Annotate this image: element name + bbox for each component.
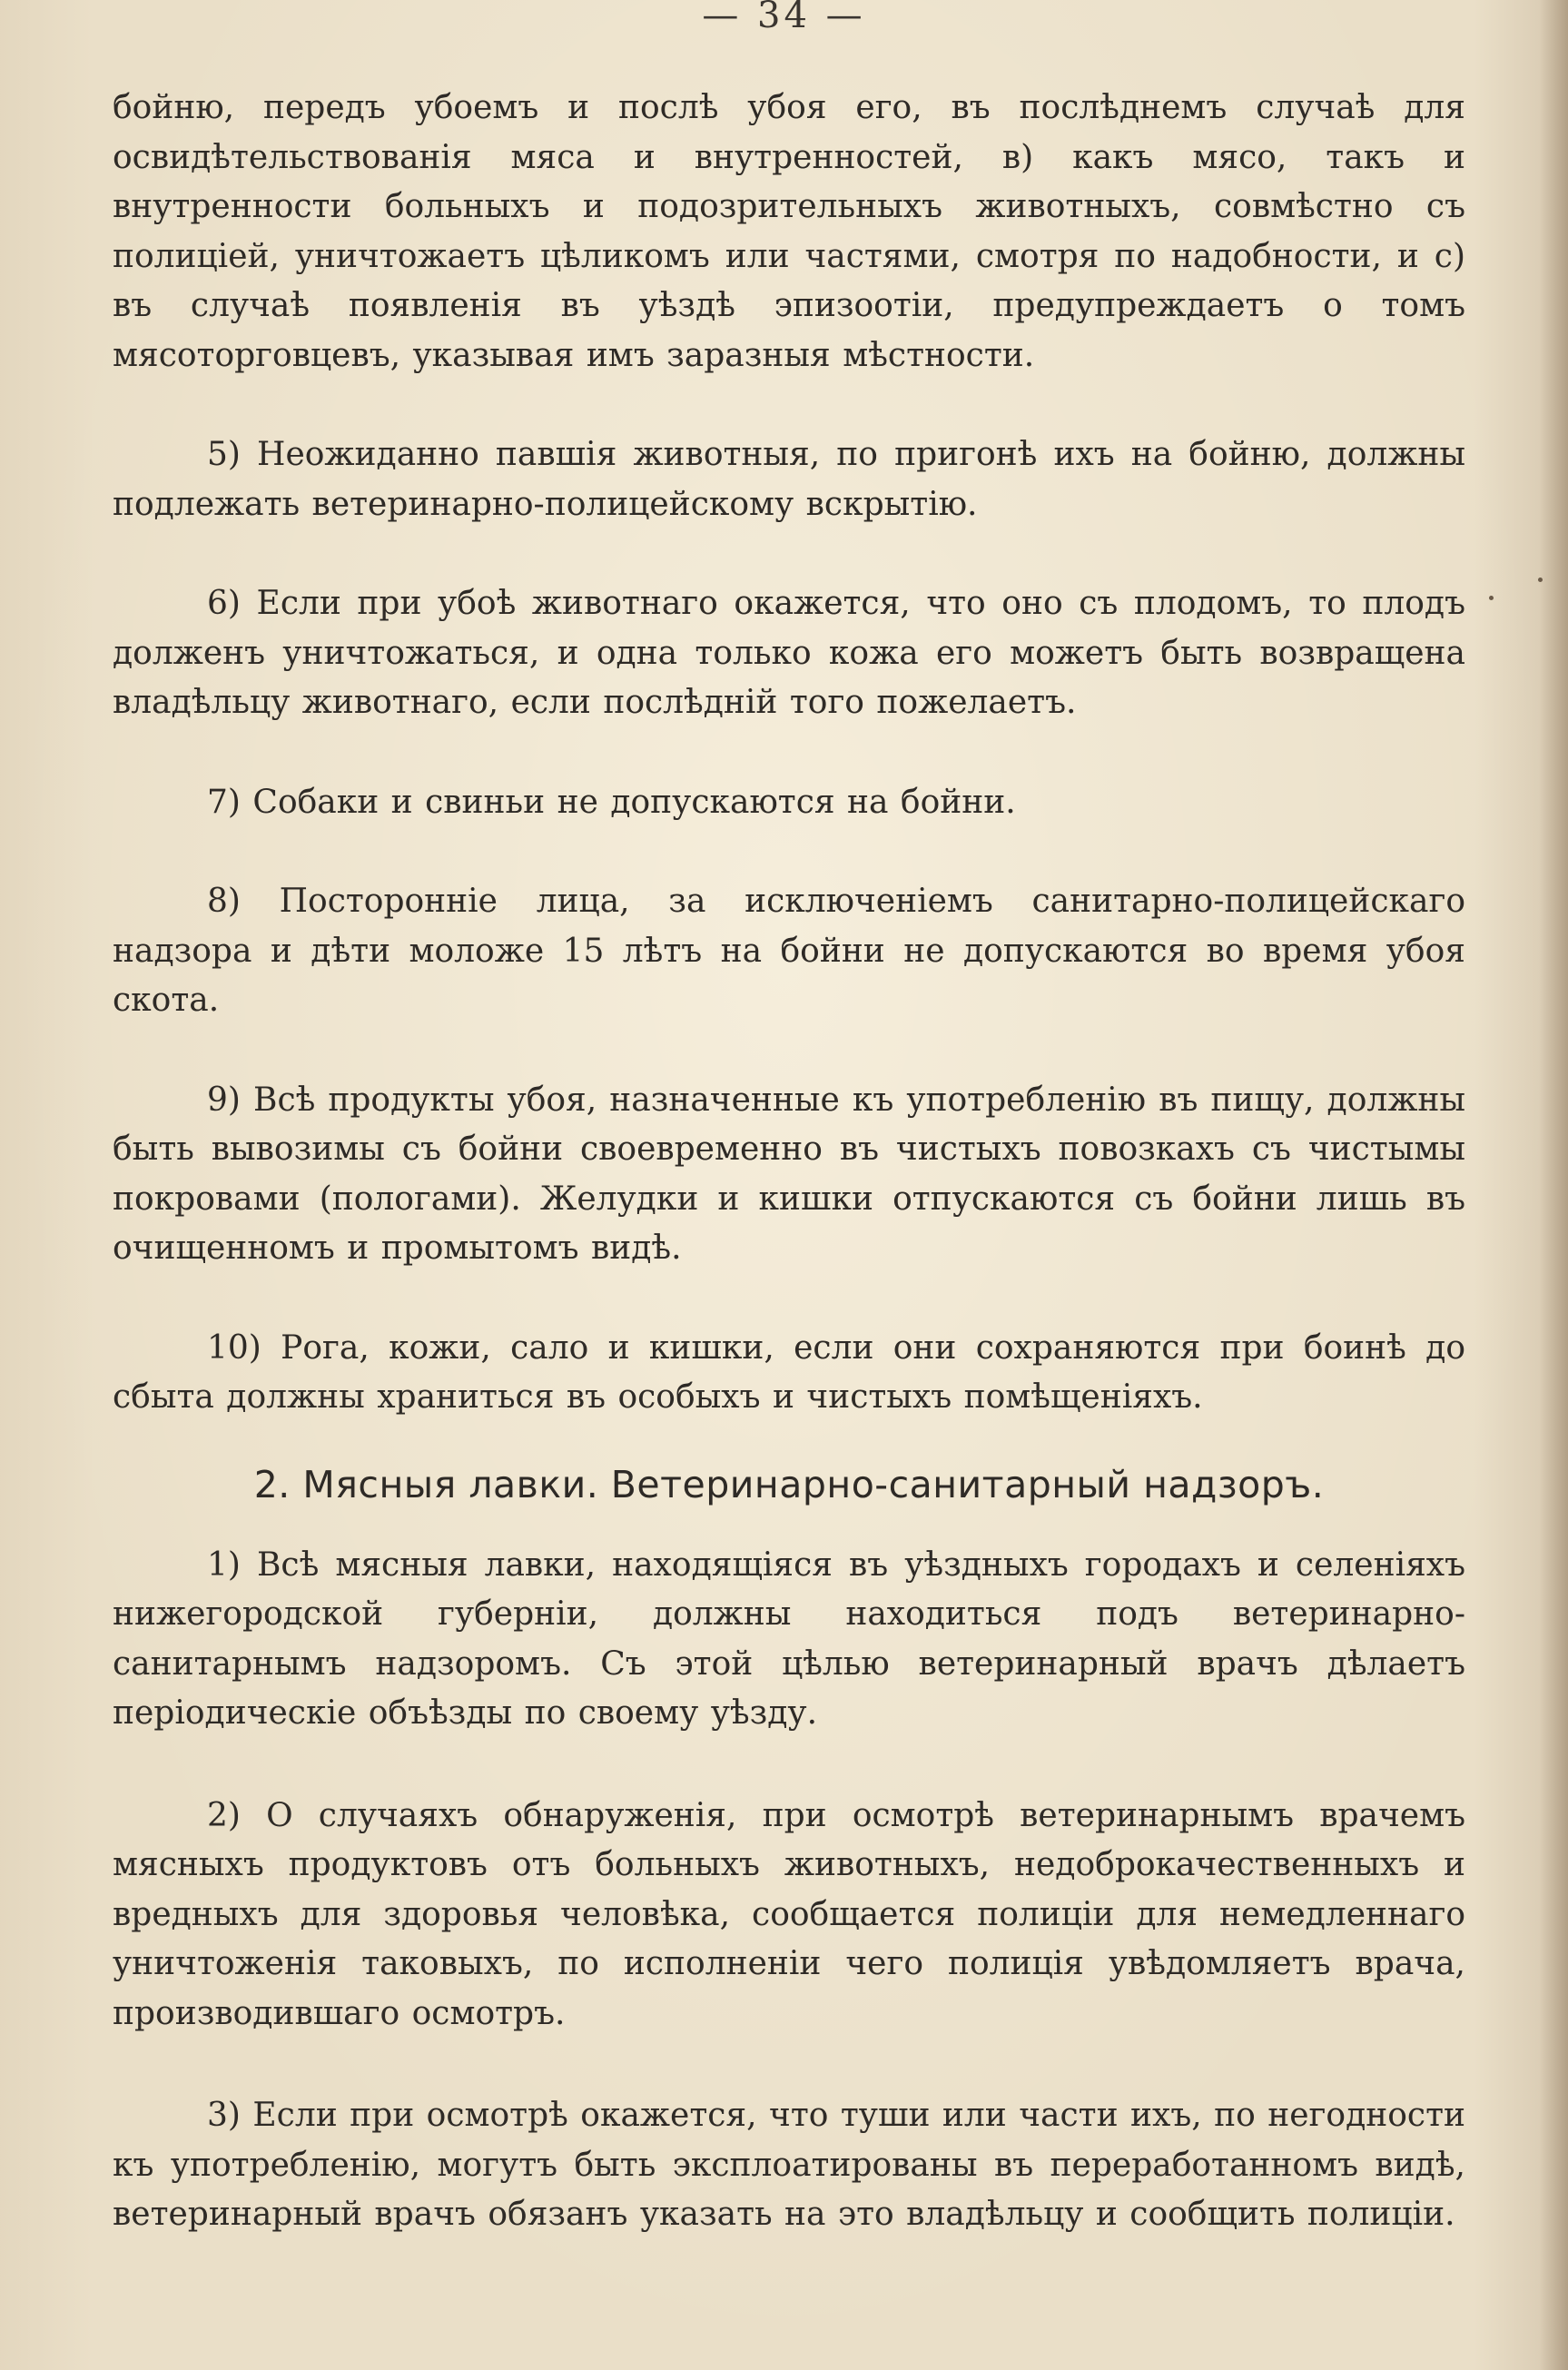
section-heading: 2. Мясныя лавки. Ветеринарно-санитарный надзоръ. (253, 1462, 1325, 1506)
page-number: — 34 — (702, 0, 866, 36)
page-edge-shadow (1539, 0, 1568, 2370)
paragraph-item-7: 7) Собаки и свиньи не допускаются на бойни. (207, 783, 1016, 821)
paragraph-continuation: бойню, передъ убоемъ и послѣ убоя его, въ послѣднемъ случаѣ для освидѣтельствованія мяса и внутренностей, в) какъ мясо, такъ и внутренности больныхъ и подозрительныхъ животныхъ, совмѣстно съ полиціей, уничтожаетъ цѣликомъ или частями, смотря по надобности, и с) въ случаѣ появленія въ уѣздѣ эпизоотіи, предупреждаетъ о томъ мясоторговцевъ, указывая имъ заразныя мѣстности. (113, 89, 1465, 374)
paper-speck (1489, 596, 1494, 600)
paragraph-item-8: 8) Посторонніе лица, за исключеніемъ санитарно-полицейскаго надзора и дѣти моложе 15 лѣтъ на бойни не допускаются во время убоя скота. (113, 883, 1465, 1019)
paragraph-item-9: 9) Всѣ продукты убоя, назначенные къ употребленію въ пищу, должны быть вывозимы съ бойни своевременно въ чистыхъ повозкахъ съ чистымы покровами (пологами). Желудки и кишки отпускаются съ бойни лишь въ очищенномъ и промытомъ видѣ. (113, 1081, 1465, 1267)
paragraph-item-6: 6) Если при убоѣ животнаго окажется, что оно съ плодомъ, то плодъ долженъ уничтожаться, и одна только кожа его можетъ быть возвращена владѣльцу животнаго, если послѣдній того пожелаетъ. (113, 585, 1465, 721)
paragraph-section2-item-2: 2) О случаяхъ обнаруженія, при осмотрѣ ветеринарнымъ врачемъ мясныхъ продуктовъ отъ больныхъ животныхъ, недоброкачественныхъ и вредныхъ для здоровья человѣка, сообщается полиціи для немедленнаго уничтоженія таковыхъ, по исполненіи чего полиція увѣдомляетъ врача, производившаго осмотръ. (113, 1796, 1465, 2032)
body-text (113, 84, 1465, 2240)
paragraph-item-10: 10) Рога, кожи, сало и кишки, если они сохраняются при боинѣ до сбыта должны храниться въ особыхъ и чистыхъ помѣщеніяхъ. (113, 1328, 1465, 1416)
paragraph-section2-item-1: 1) Всѣ мясныя лавки, находящіяся въ уѣздныхъ городахъ и селеніяхъ нижегородской губерніи, должны находиться подъ ветеринарно-санитарнымъ надзоромъ. Съ этой цѣлью ветеринарный врачъ дѣлаетъ періодическіе объѣзды по своему уѣзду. (113, 1545, 1465, 1732)
paper-speck (1538, 578, 1543, 582)
paragraph-item-5: 5) Неожиданно павшія животныя, по пригонѣ ихъ на бойню, должны подлежать ветеринарно-полицейскому вскрытію. (113, 436, 1465, 523)
paragraph-section2-item-3: 3) Если при осмотрѣ окажется, что туши или части ихъ, по негодности къ употребленію, могутъ быть эксплоатированы въ переработанномъ видѣ, ветеринарный врачъ обязанъ указать на это владѣльцу и сообщить полиціи. (113, 2097, 1465, 2233)
